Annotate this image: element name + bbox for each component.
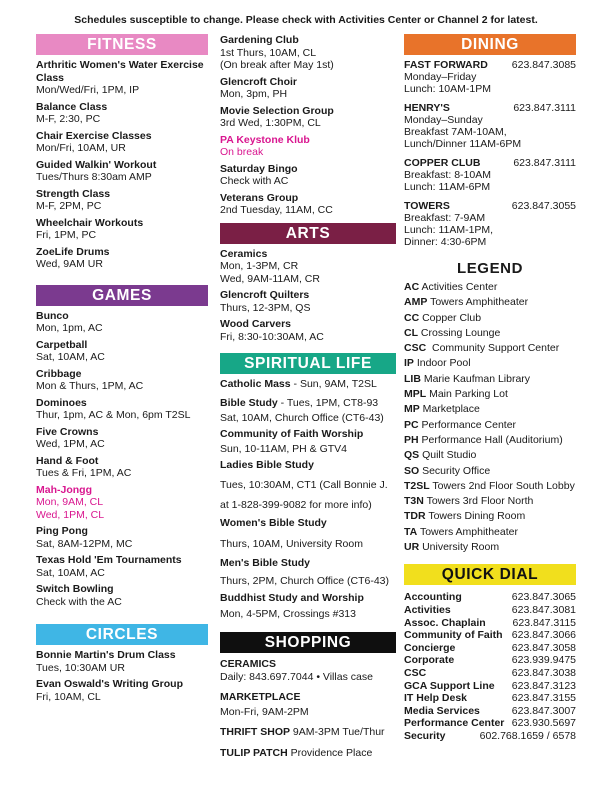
- schedule-entry: [36, 525, 208, 550]
- legend-abbr: T3N: [404, 495, 424, 508]
- dining-venue-name: COPPER CLUB: [404, 157, 481, 169]
- quick-dial-phone: 623.847.3123: [511, 679, 576, 692]
- legend-text: Marie Kaufman Library: [420, 372, 531, 385]
- schedule-entry: [220, 163, 396, 188]
- legend-text: Performance Center: [418, 418, 517, 431]
- schedule-entry: [36, 554, 208, 579]
- legend-abbr: TDR: [404, 510, 426, 523]
- entry-title: Guided Walkin' Workout: [36, 158, 157, 171]
- legend-item: [404, 341, 576, 356]
- entry-detail: 1st Thurs, 10AM, CL: [220, 46, 317, 59]
- dining-venue-name: FAST FORWARD: [404, 59, 488, 71]
- entry-detail: Tues/Thurs 8:30am AMP: [36, 171, 152, 183]
- mahjongg-entry: Mah-Jongg Mon, 9AM, CL Wed, 1PM, CL: [36, 483, 105, 521]
- clubs-list: [220, 34, 396, 130]
- entry-detail: Check with the AC: [36, 595, 122, 608]
- schedule-entry: [36, 426, 208, 451]
- legend-item: [404, 311, 576, 326]
- quick-dial-name: Media Services: [404, 704, 480, 717]
- legend-list: [404, 280, 576, 555]
- legend-item: [404, 509, 576, 524]
- thrift-shop: THRIFT SHOP 9AM-3PM Tue/Thur: [220, 726, 385, 738]
- legend-abbr: CSC: [404, 342, 427, 355]
- entry-title: Wheelchair Workouts: [36, 216, 144, 229]
- schedule-entry: [220, 34, 396, 72]
- schedule-entry: [220, 76, 396, 101]
- legend-abbr: MPL: [404, 388, 427, 401]
- entry-title: Arthritic Women's Water Exercise Class: [36, 59, 204, 84]
- quick-dial-phone: 623.847.3058: [511, 641, 576, 654]
- quick-dial-item: [404, 705, 576, 718]
- quick-dial-name: Concierge: [404, 641, 456, 654]
- schedule-entry: [36, 59, 208, 97]
- shop-ceramics-detail: Daily: 843.697.7044 • Villas case: [220, 671, 373, 683]
- quick-dial-phone: 623.847.3065: [511, 591, 576, 604]
- entry-title: Glencroft Choir: [220, 75, 298, 88]
- legend-item: [404, 387, 576, 402]
- quick-dial-header: QUICK DIAL: [404, 564, 576, 585]
- quick-dial-name: IT Help Desk: [404, 692, 468, 705]
- legend-item: [404, 418, 576, 433]
- legend-text: Main Parking Lot: [426, 388, 508, 401]
- quick-dial-phone: 623.847.3066: [511, 629, 576, 642]
- arts-header: ARTS: [220, 223, 396, 244]
- entry-detail: Sat, 10AM, AC: [36, 351, 105, 363]
- dining-venue: [404, 102, 576, 150]
- buddhist-title: Buddhist Study and Worship: [220, 592, 364, 604]
- legend-text: Performance Hall (Auditorium): [418, 433, 563, 446]
- schedule-notice: Schedules susceptible to change. Please check with Activities Center or Channel 2 for latest.: [74, 14, 538, 26]
- dining-venue-header: [404, 200, 576, 212]
- entry-title: Bunco: [36, 309, 69, 322]
- entry-title: Saturday Bingo: [220, 162, 298, 175]
- legend-abbr: UR: [404, 541, 420, 554]
- quick-dial-phone: 623.847.3115: [512, 616, 576, 629]
- legend-item: [404, 525, 576, 540]
- dining-hours-line: Breakfast 7AM-10AM,: [404, 126, 507, 138]
- games-list-continued: [36, 525, 208, 608]
- quick-dial-item: [404, 629, 576, 642]
- entry-detail: Sat, 10AM, AC: [36, 566, 105, 579]
- entry-detail: Fri, 10AM, CL: [36, 690, 101, 703]
- bible-study: Bible Study - Tues, 1PM, CT8-93: [220, 396, 379, 409]
- entry-title: Switch Bowling: [36, 583, 114, 595]
- entry-detail: 3rd Wed, 1:30PM, CL: [220, 117, 321, 129]
- entry-detail: Check with AC: [220, 175, 289, 187]
- legend-abbr: PH: [404, 433, 419, 446]
- community-faith-detail: Sun, 10-11AM, PH & GTV4: [220, 443, 348, 455]
- entry-title: Glencroft Quilters: [220, 289, 310, 301]
- dining-hours-line: Dinner: 4:30-6PM: [404, 236, 487, 248]
- entry-detail: Wed, 9AM UR: [36, 258, 103, 270]
- legend-text: Towers Amphitheater: [417, 525, 518, 538]
- quick-dial-name: Corporate: [404, 654, 455, 667]
- legend-abbr: MP: [404, 403, 420, 416]
- entry-detail: Thurs, 12-3PM, QS: [220, 301, 311, 314]
- dining-hours-line: Lunch: 10AM-1PM: [404, 83, 491, 95]
- quick-dial-phone: 623.939.9475: [511, 654, 576, 667]
- circles-list: [36, 649, 208, 703]
- bible-study-saturday: Sat, 10AM, Church Office (CT6-43): [220, 412, 384, 424]
- quick-dial-item: [404, 604, 576, 617]
- legend-item: [404, 280, 576, 295]
- ladies-bible-line2: at 1-828-399-9082 for more info): [220, 498, 372, 511]
- left-column: [36, 34, 208, 703]
- fitness-header: FITNESS: [36, 34, 208, 55]
- dining-venue-name: HENRY'S: [404, 102, 450, 114]
- entry-detail: Tues & Fri, 1PM, AC: [36, 467, 132, 479]
- marketplace-title: MARKETPLACE: [220, 691, 301, 703]
- entry-title: Strength Class: [36, 187, 111, 200]
- legend-item: [404, 402, 576, 417]
- shopping-list: [220, 658, 396, 760]
- schedule-entry: [220, 105, 396, 130]
- entry-title: Chair Exercise Classes: [36, 129, 152, 142]
- quick-dial-phone: 623.847.3038: [511, 666, 576, 679]
- legend-abbr: T2SL: [404, 479, 430, 492]
- schedule-entry: [36, 130, 208, 155]
- marketplace-detail: Mon-Fri, 9AM-2PM: [220, 706, 309, 718]
- legend-abbr: AC: [404, 281, 420, 293]
- dining-hours-line: Breakfast: 7-9AM: [404, 212, 486, 224]
- dining-venue-phone: 623.847.3055: [511, 200, 576, 212]
- schedule-entry: [36, 339, 208, 364]
- legend-item: [404, 356, 576, 371]
- quick-dial-item: [404, 667, 576, 680]
- dining-venue: [404, 59, 576, 95]
- buddhist-detail: Mon, 4-5PM, Crossings #313: [220, 607, 356, 620]
- fitness-list: [36, 59, 208, 271]
- right-column: [404, 34, 576, 742]
- legend-text: Towers Amphitheater: [427, 296, 529, 309]
- games-list: [36, 310, 208, 480]
- legend-abbr: IP: [404, 357, 414, 370]
- quick-dial-name: Assoc. Chaplain: [404, 616, 486, 629]
- quick-dial-phone: 602.768.1659 / 6578: [479, 729, 576, 742]
- entry-title: Carpetball: [36, 338, 88, 351]
- mens-bible-detail: Thurs, 2PM, Church Office (CT6-43): [220, 574, 390, 587]
- legend-text: Community Support Center: [426, 342, 560, 355]
- dining-list: [404, 59, 576, 248]
- quick-dial-name: CSC: [404, 666, 427, 679]
- dining-venue-header: [404, 59, 576, 71]
- legend-abbr: TA: [404, 525, 418, 538]
- quick-dial-name: Activities: [404, 603, 451, 616]
- ladies-bible-line1: Tues, 10:30AM, CT1 (Call Bonnie J.: [220, 479, 388, 491]
- schedule-entry: [36, 159, 208, 184]
- entry-title: Bonnie Martin's Drum Class: [36, 649, 176, 661]
- legend-text: Towers Dining Room: [425, 510, 526, 523]
- entry-detail: 2nd Tuesday, 11AM, CC: [220, 204, 333, 216]
- spiritual-header: SPIRITUAL LIFE: [220, 353, 396, 374]
- entry-detail: Thur, 1pm, AC & Mon, 6pm T2SL: [36, 409, 191, 421]
- schedule-entry: [36, 397, 208, 422]
- shopping-header: SHOPPING: [220, 632, 396, 653]
- quick-dial-list: [404, 591, 576, 742]
- dining-hours-line: Lunch: 11AM-1PM,: [404, 224, 494, 236]
- entry-detail: Wed, 1PM, AC: [36, 438, 105, 450]
- schedule-entry: [36, 101, 208, 126]
- dining-header: DINING: [404, 34, 576, 55]
- legend-text: Security Office: [419, 464, 491, 477]
- dining-hours-line: Monday–Sunday: [404, 114, 483, 126]
- ladies-bible-title: Ladies Bible Study: [220, 458, 314, 471]
- legend-text: Indoor Pool: [413, 357, 471, 370]
- dining-venue-header: [404, 102, 576, 114]
- quick-dial-item: [404, 642, 576, 655]
- entry-detail: Tues, 10:30AM UR: [36, 661, 125, 674]
- shop-ceramics-title: CERAMICS: [220, 658, 277, 670]
- keystone-entry: PA Keystone Klub On break: [220, 133, 310, 158]
- entry-title: Balance Class: [36, 100, 108, 113]
- schedule-entry: [36, 583, 208, 608]
- entry-detail-extra: (On break after May 1st): [220, 59, 334, 71]
- middle-column: [220, 34, 396, 760]
- dining-hours-line: Monday–Friday: [404, 71, 477, 83]
- legend-text: Towers 2nd Floor South Lobby: [429, 479, 575, 492]
- entry-title: Gardening Club: [220, 34, 299, 46]
- legend-text: Activities Center: [419, 281, 498, 293]
- dining-venue-phone: 623.847.3085: [511, 59, 576, 71]
- schedule-entry: [36, 246, 208, 271]
- dining-venue: [404, 200, 576, 248]
- quick-dial-item: [404, 730, 576, 743]
- entry-detail: Mon/Wed/Fri, 1PM, IP: [36, 84, 140, 96]
- legend-item: [404, 372, 576, 387]
- clubs-list-continued: [220, 163, 396, 217]
- quick-dial-item: [404, 617, 576, 630]
- legend-abbr: CC: [404, 311, 420, 324]
- legend-abbr: PC: [404, 418, 419, 431]
- legend-item: [404, 326, 576, 341]
- legend-text: Towers 3rd Floor North: [423, 495, 534, 508]
- dining-hours-line: Lunch: 11AM-6PM: [404, 181, 491, 193]
- legend-abbr: SO: [404, 464, 420, 477]
- legend-item: [404, 479, 576, 494]
- entry-title: Five Crowns: [36, 425, 99, 438]
- legend-text: Copper Club: [419, 311, 482, 324]
- games-header: GAMES: [36, 285, 208, 306]
- dining-hours-line: Breakfast: 8-10AM: [404, 169, 491, 181]
- entry-title: Evan Oswald's Writing Group: [36, 678, 183, 690]
- legend-text: Quilt Studio: [419, 449, 477, 462]
- womens-bible-detail: Thurs, 10AM, University Room: [220, 537, 363, 550]
- entry-title: Movie Selection Group: [220, 104, 334, 117]
- quick-dial-name: GCA Support Line: [404, 679, 495, 692]
- quick-dial-item: [404, 591, 576, 604]
- community-faith-title: Community of Faith Worship: [220, 427, 364, 440]
- schedule-entry: [36, 368, 208, 393]
- arts-list: [220, 289, 396, 343]
- legend-abbr: QS: [404, 449, 420, 462]
- schedule-entry: [220, 192, 396, 217]
- quick-dial-item: [404, 680, 576, 693]
- entry-title: Wood Carvers: [220, 318, 291, 330]
- legend-abbr: AMP: [404, 296, 428, 309]
- ceramics-entry: Ceramics Mon, 1-3PM, CR Wed, 9AM-11AM, CR: [220, 247, 320, 285]
- catholic-mass: Catholic Mass - Sun, 9AM, T2SL: [220, 378, 377, 390]
- dining-venue-phone: 623.847.3111: [513, 157, 576, 169]
- dining-hours-line: Lunch/Dinner 11AM-6PM: [404, 138, 522, 150]
- entry-title: Hand & Foot: [36, 454, 99, 467]
- legend-item: [404, 448, 576, 463]
- entry-title: ZoeLife Drums: [36, 245, 110, 258]
- legend-abbr: CL: [404, 326, 418, 339]
- entry-title: Texas Hold 'Em Tournaments: [36, 554, 182, 566]
- quick-dial-item: [404, 717, 576, 730]
- entry-title: Dominoes: [36, 396, 87, 409]
- entry-detail: Mon, 1pm, AC: [36, 322, 103, 334]
- entry-title: Veterans Group: [220, 191, 299, 204]
- schedule-entry: [36, 678, 208, 703]
- mens-bible-title: Men's Bible Study: [220, 557, 311, 569]
- quick-dial-name: Community of Faith: [404, 629, 503, 642]
- legend-abbr: LIB: [404, 372, 421, 385]
- quick-dial-name: Accounting: [404, 591, 462, 604]
- legend-item: [404, 494, 576, 509]
- schedule-entry: [220, 289, 396, 314]
- quick-dial-phone: 623.847.3081: [511, 603, 576, 616]
- schedule-entry: [36, 310, 208, 335]
- entry-detail: M-F, 2:30, PC: [36, 113, 101, 125]
- entry-detail: Mon, 3pm, PH: [220, 88, 288, 100]
- dining-venue: [404, 157, 576, 193]
- legend-item: [404, 540, 576, 555]
- quick-dial-phone: 623.930.5697: [511, 717, 576, 730]
- schedule-entry: [36, 188, 208, 213]
- spiritual-list: [220, 377, 396, 622]
- legend-text: Marketplace: [419, 403, 480, 416]
- dining-venue-name: TOWERS: [404, 200, 450, 212]
- legend-text: University Room: [419, 541, 500, 554]
- legend-item: [404, 295, 576, 310]
- dining-venue-header: [404, 157, 576, 169]
- schedule-entry: [36, 455, 208, 480]
- tulip-patch: TULIP PATCH Providence Place: [220, 747, 373, 759]
- quick-dial-phone: 623.847.3155: [511, 692, 576, 705]
- entry-detail: M-F, 2PM, PC: [36, 200, 102, 212]
- circles-header: CIRCLES: [36, 624, 208, 645]
- quick-dial-name: Security: [404, 729, 446, 742]
- entry-title: Ping Pong: [36, 525, 88, 537]
- quick-dial-name: Performance Center: [404, 717, 505, 730]
- entry-detail: Mon/Fri, 10AM, UR: [36, 142, 126, 154]
- entry-detail: Fri, 8:30-10:30AM, AC: [220, 330, 324, 343]
- legend-item: [404, 433, 576, 448]
- schedule-entry: [36, 217, 208, 242]
- quick-dial-item: [404, 692, 576, 705]
- entry-detail: Mon & Thurs, 1PM, AC: [36, 380, 144, 392]
- quick-dial-item: [404, 654, 576, 667]
- legend-item: [404, 464, 576, 479]
- schedule-entry: [36, 649, 208, 674]
- entry-detail: Sat, 8AM-12PM, MC: [36, 537, 133, 550]
- legend-text: Crossing Lounge: [418, 326, 501, 339]
- legend-title: LEGEND: [456, 260, 524, 277]
- entry-title: Cribbage: [36, 367, 82, 380]
- schedule-entry: [220, 318, 396, 343]
- dining-venue-phone: 623.847.3111: [513, 102, 576, 114]
- entry-detail: Fri, 1PM, PC: [36, 229, 97, 241]
- quick-dial-phone: 623.847.3007: [511, 704, 576, 717]
- womens-bible-title: Women's Bible Study: [220, 517, 327, 529]
